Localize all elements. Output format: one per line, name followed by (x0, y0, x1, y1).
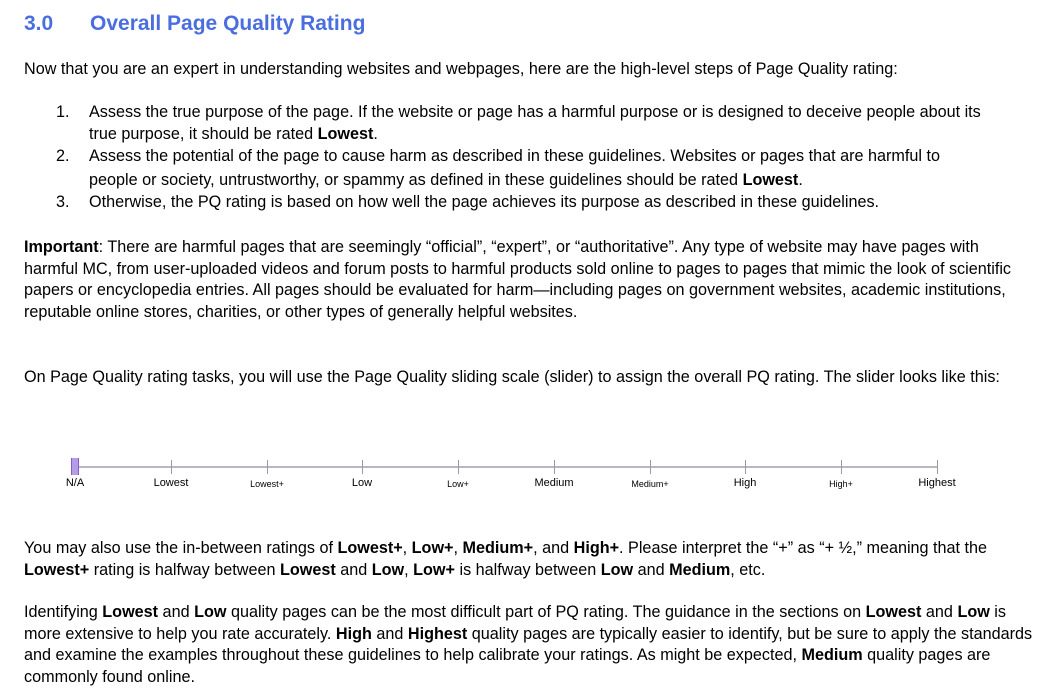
step-number: 3. (56, 193, 70, 211)
slider-label-low: Low (351, 477, 373, 489)
slider-label-high-plus: High+ (829, 479, 853, 489)
step-number: 2. (56, 147, 70, 165)
important-label: Important (24, 238, 99, 256)
steps-list (0, 102, 1040, 214)
slider-line[interactable] (72, 466, 938, 468)
section-heading (24, 12, 365, 36)
slider-label-high: High (733, 477, 757, 489)
slider-label-medium-plus: Medium+ (631, 479, 669, 489)
in-between-ratings-paragraph: You may also use the in-between ratings of Lowest+, Low+, Medium+, and High+. Please interpret the “+” as “+ ½,” meaning that the Lowest+ rating is halfway between Lowest and Low, Low+ is halfway between Low and Medium, etc. (24, 539, 988, 579)
slider-label-na: N/A (65, 477, 85, 489)
slider-label-lowest-plus: Lowest+ (250, 479, 284, 489)
slider-label-low-plus: Low+ (447, 479, 469, 489)
slider-label-highest: Highest (918, 477, 956, 489)
step-number: 1. (56, 103, 70, 121)
section-title: Overall Page Quality Rating (90, 12, 366, 35)
intro-paragraph: Now that you are an expert in understanding websites and webpages, here are the high-level steps of Page Quality rating: (24, 60, 898, 78)
step-item: 3. Otherwise, the PQ rating is based on how well the page achieves its purpose as described in these guidelines. (0, 192, 989, 214)
identifying-paragraph: Identifying Lowest and Low quality pages can be the most difficult part of PQ rating. The guidance in the sections on Lowest and Low is more extensive to help you rate accurately. High and Highest quality pages are typically easier to identify, but be sure to apply the standards and examine the examples throughout these guidelines to help calibrate your ratings. As might be expected, Medium quality pages are commonly found online. (24, 603, 1033, 686)
step-item: 2. Assess the potential of the page to cause harm as described in these guidelines. Websites or pages that are harmful to people or society, untrustworthy, or spammy as defined in these guidelines should be rated Lowest. (56, 147, 940, 189)
step-item: 1. Assess the true purpose of the page. If the website or page has a harmful purpose or is designed to deceive people about its true purpose, it should be rated Lowest. (56, 103, 981, 143)
section-number: 3.0 (24, 12, 54, 35)
slider-intro-paragraph: On Page Quality rating tasks, you will use the Page Quality sliding scale (slider) to assign the overall PQ rating. The slider looks like this: (24, 368, 1000, 386)
slider-label-lowest: Lowest (153, 477, 189, 489)
slider-label-medium: Medium (534, 477, 574, 489)
important-paragraph: Important: There are harmful pages that are seemingly “official”, “expert”, or “authoritative”. Any type of website may have pages with harmful MC, from user-uploaded videos and forum posts to harmful products sold online to pages to pages that mimic the look of scientific papers or encyclopedia entries. All pages should be evaluated for harm—including pages on government websites, academic institutions, reputable online stores, charities, or other types of generally helpful websites. (24, 238, 1012, 321)
slider-handle[interactable] (71, 458, 79, 475)
